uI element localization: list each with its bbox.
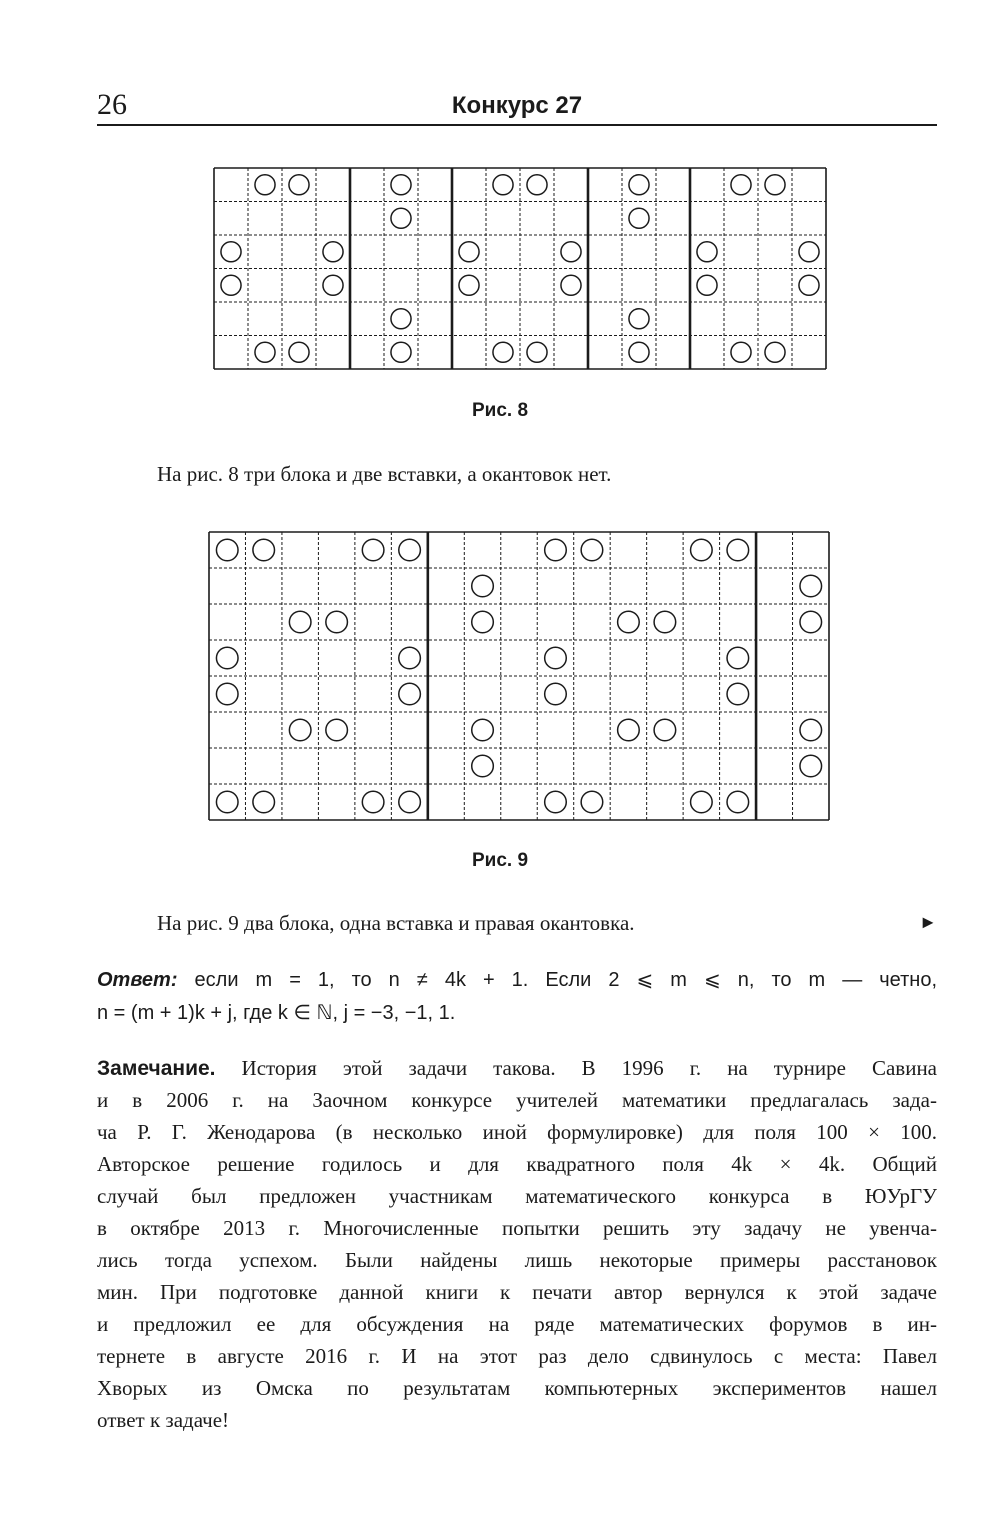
fig9-mine-circle	[399, 647, 421, 669]
fig8-mine-circle	[323, 275, 343, 295]
fig9-mine-circle	[472, 575, 494, 597]
fig9-mine-circle	[800, 755, 822, 777]
fig9-mine-circle	[216, 683, 238, 705]
remark-line-5: случай был предложен участникам математического конкурса в ЮУрГУ	[97, 1184, 937, 1208]
fig9-mine-circle	[727, 647, 749, 669]
fig8-mine-circle	[323, 242, 343, 262]
fig9-mine-circle	[545, 647, 567, 669]
remark-line-12: ответ к задаче!	[97, 1408, 230, 1432]
fig8-mine-circle	[799, 275, 819, 295]
fig8-mine-circle	[731, 342, 751, 362]
fig9-mine-circle	[727, 683, 749, 705]
fig9-mine-circle	[545, 683, 567, 705]
remark-line-11: Хворых из Омска по результатам компьютерных экспериментов нашел	[97, 1376, 937, 1400]
fig8-mine-circle	[765, 175, 785, 195]
fig9-mine-circle	[618, 611, 640, 633]
fig8-mine-circle	[289, 175, 309, 195]
answer-text-1: если m = 1, то n ≠ 4k + 1. Если 2 ⩽ m ⩽ n, то m — четно,	[194, 969, 937, 991]
figure-9-grid	[207, 530, 831, 822]
figure-9-caption: Рис. 9	[471, 850, 529, 871]
fig9-mine-circle	[253, 791, 275, 813]
fig9-mine-circle	[399, 683, 421, 705]
answer-line-1	[97, 970, 937, 990]
fig8-mine-circle	[765, 342, 785, 362]
fig9-mine-circle	[581, 791, 603, 813]
fig9-mine-circle	[216, 539, 238, 561]
remark-line-9: и предложил ее для обсуждения на ряде математических форумов в ин-	[97, 1312, 937, 1336]
fig8-mine-circle	[629, 342, 649, 362]
fig8-mine-circle	[289, 342, 309, 362]
fig8-mine-circle	[629, 175, 649, 195]
running-title: Конкурс 27	[451, 92, 583, 119]
answer-label: Ответ:	[97, 969, 178, 991]
fig9-mine-circle	[800, 575, 822, 597]
fig9-mine-circle	[326, 611, 348, 633]
fig9-mine-circle	[800, 611, 822, 633]
fig8-mine-circle	[731, 175, 751, 195]
remark-line-7: лись тогда успехом. Были найдены лишь некоторые примеры расстановок	[97, 1248, 937, 1272]
fig9-mine-circle	[800, 719, 822, 741]
fig8-mine-circle	[255, 342, 275, 362]
fig8-mine-circle	[391, 342, 411, 362]
page-header	[97, 86, 937, 126]
end-of-proof-marker: ►	[919, 912, 937, 932]
fig8-mine-circle	[459, 242, 479, 262]
fig8-mine-circle	[221, 242, 241, 262]
page-number: 26	[97, 88, 127, 121]
fig9-mine-circle	[399, 539, 421, 561]
fig8-mine-circle	[391, 208, 411, 228]
fig8-mine-circle	[697, 242, 717, 262]
fig9-mine-circle	[472, 755, 494, 777]
fig8-mine-circle	[629, 208, 649, 228]
remark-line-6: в октябре 2013 г. Многочисленные попытки решить эту задачу не увенча-	[97, 1216, 937, 1240]
remark-line-1	[97, 1058, 937, 1079]
fig8-mine-circle	[697, 275, 717, 295]
remark-line-3: ча Р. Г. Женодарова (в несколько иной формулировке) для поля 100 × 100.	[97, 1120, 937, 1144]
figure-8-grid	[212, 166, 828, 371]
remark-label: Замечание.	[97, 1057, 216, 1080]
figure-9-description-text: На рис. 9 два блока, одна вставка и правая окантовка.	[157, 911, 635, 935]
fig9-mine-circle	[691, 539, 713, 561]
remark-line-4: Авторское решение годилось и для квадратного поля 4k × 4k. Общий	[97, 1152, 937, 1176]
fig9-mine-circle	[581, 539, 603, 561]
fig9-mine-circle	[727, 791, 749, 813]
fig9-mine-circle	[399, 791, 421, 813]
fig8-mine-circle	[561, 242, 581, 262]
fig9-mine-circle	[545, 791, 567, 813]
fig9-mine-circle	[289, 611, 311, 633]
answer-line-2: n = (m + 1)k + j, где k ∈ ℕ, j = −3, −1, 1.	[97, 1002, 456, 1024]
fig9-mine-circle	[691, 791, 713, 813]
fig9-mine-circle	[326, 719, 348, 741]
fig8-mine-circle	[391, 175, 411, 195]
fig8-mine-circle	[493, 175, 513, 195]
figure-8-caption: Рис. 8	[471, 400, 529, 421]
remark-text-1: История этой задачи такова. В 1996 г. на турнире Савина	[241, 1056, 938, 1080]
fig9-mine-circle	[362, 539, 384, 561]
fig8-mine-circle	[561, 275, 581, 295]
fig9-mine-circle	[472, 719, 494, 741]
fig8-mine-circle	[459, 275, 479, 295]
figure-9-description	[157, 913, 937, 934]
fig8-mine-circle	[255, 175, 275, 195]
fig8-mine-circle	[799, 242, 819, 262]
fig9-mine-circle	[216, 791, 238, 813]
fig9-mine-circle	[216, 647, 238, 669]
fig8-mine-circle	[629, 309, 649, 329]
fig9-mine-circle	[545, 539, 567, 561]
fig8-mine-circle	[391, 309, 411, 329]
remark-line-10: тернете в августе 2016 г. И на этот раз дело сдвинулось с места: Павел	[97, 1344, 937, 1368]
figure-8-description: На рис. 8 три блока и две вставки, а окантовок нет.	[157, 462, 612, 486]
fig9-mine-circle	[727, 539, 749, 561]
fig9-mine-circle	[362, 791, 384, 813]
fig8-mine-circle	[527, 175, 547, 195]
fig9-mine-circle	[618, 719, 640, 741]
remark-line-2: и в 2006 г. на Заочном конкурсе учителей математики предлагалась зада-	[97, 1088, 937, 1112]
fig9-mine-circle	[654, 719, 676, 741]
fig9-mine-circle	[289, 719, 311, 741]
fig9-mine-circle	[253, 539, 275, 561]
fig9-mine-circle	[654, 611, 676, 633]
fig8-mine-circle	[493, 342, 513, 362]
fig8-mine-circle	[221, 275, 241, 295]
fig8-mine-circle	[527, 342, 547, 362]
fig9-mine-circle	[472, 611, 494, 633]
remark-line-8: мин. При подготовке данной книги к печати автор вернулся к этой задаче	[97, 1280, 937, 1304]
